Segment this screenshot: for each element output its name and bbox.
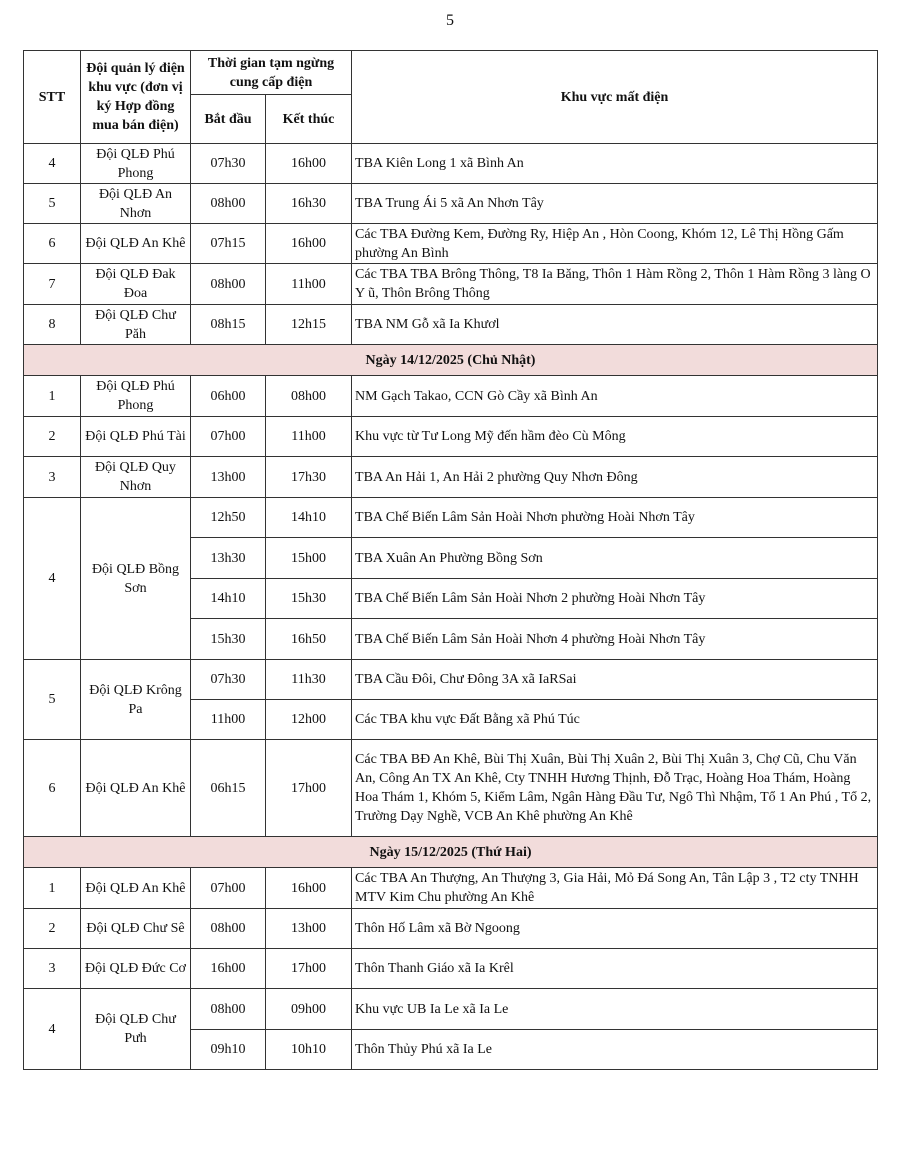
cell-area: Thôn Thanh Giáo xã Ia Krêl (352, 949, 878, 989)
cell-team: Đội QLĐ An Khê (81, 868, 191, 909)
cell-area: TBA Kiên Long 1 xã Bình An (352, 144, 878, 184)
cell-end: 16h00 (266, 224, 352, 264)
cell-stt: 6 (24, 224, 81, 264)
table-row (24, 868, 878, 909)
cell-team: Đội QLĐ An Khê (81, 224, 191, 264)
cell-area: Các TBA An Thượng, An Thượng 3, Gia Hải, Mỏ Đá Song An, Tân Lập 3 , T2 cty TNHH MTV Kim Chu phường An Khê (352, 868, 878, 909)
table-row (24, 498, 878, 538)
power-outage-schedule-table (23, 50, 878, 1070)
cell-start: 08h00 (191, 184, 266, 224)
cell-area: TBA NM Gỗ xã Ia Khươl (352, 305, 878, 345)
cell-area: Khu vực UB Ia Le xã Ia Le (352, 989, 878, 1030)
cell-end: 12h15 (266, 305, 352, 345)
table-row (24, 417, 878, 457)
cell-end: 11h30 (266, 660, 352, 700)
cell-end: 08h00 (266, 376, 352, 417)
table-row (24, 264, 878, 305)
cell-end: 16h00 (266, 144, 352, 184)
table-row (24, 660, 878, 700)
cell-team: Đội QLĐ Chư Păh (81, 305, 191, 345)
table-row (24, 305, 878, 345)
table-row (24, 457, 878, 498)
cell-team: Đội QLĐ Krông Pa (81, 660, 191, 740)
table-row (24, 909, 878, 949)
cell-start: 15h30 (191, 619, 266, 660)
cell-start: 14h10 (191, 579, 266, 619)
header-team: Đội quản lý điện khu vực (đơn vị ký Hợp đồng mua bán điện) (81, 51, 191, 144)
cell-end: 16h00 (266, 868, 352, 909)
cell-end: 17h00 (266, 949, 352, 989)
cell-end: 11h00 (266, 264, 352, 305)
cell-area: TBA Trung Ái 5 xã An Nhơn Tây (352, 184, 878, 224)
cell-start: 13h00 (191, 457, 266, 498)
cell-team: Đội QLĐ Chư Pưh (81, 989, 191, 1070)
cell-team: Đội QLĐ Đức Cơ (81, 949, 191, 989)
cell-area: TBA An Hải 1, An Hải 2 phường Quy Nhơn Đông (352, 457, 878, 498)
cell-team: Đội QLĐ Chư Sê (81, 909, 191, 949)
cell-team: Đội QLĐ Phú Tài (81, 417, 191, 457)
cell-stt: 4 (24, 144, 81, 184)
cell-start: 07h15 (191, 224, 266, 264)
cell-area: TBA Cầu Đôi, Chư Đông 3A xã IaRSai (352, 660, 878, 700)
cell-area: Các TBA BĐ An Khê, Bùi Thị Xuân, Bùi Thị Xuân 2, Bùi Thị Xuân 3, Chợ Cũ, Chu Văn An, Công An TX An Khê, Cty TNHH Hương Thịnh, Đỗ Trạc, Hoàng Hoa Thám, Hoàng Hoa Thám 1, Khóm 5, Kiểm Lâm, Ngân Hàng Đầu Tư, Ngô Thì Nhậm, Tổ 1 An Phú , Tổ 2, Trường Dạy Nghề, VCB An Khê phường An Khê (352, 740, 878, 837)
cell-area: TBA Chế Biến Lâm Sản Hoài Nhơn 4 phường Hoài Nhơn Tây (352, 619, 878, 660)
cell-start: 08h00 (191, 909, 266, 949)
cell-team: Đội QLĐ Bồng Sơn (81, 498, 191, 660)
cell-area: Thôn Thủy Phú xã Ia Le (352, 1030, 878, 1070)
header-end: Kết thúc (266, 95, 352, 144)
cell-end: 17h30 (266, 457, 352, 498)
header-time-group: Thời gian tạm ngừng cung cấp điện (191, 51, 352, 95)
cell-start: 07h30 (191, 144, 266, 184)
cell-team: Đội QLĐ Phú Phong (81, 144, 191, 184)
cell-stt: 4 (24, 498, 81, 660)
cell-team: Đội QLĐ Đak Đoa (81, 264, 191, 305)
header-start: Bắt đầu (191, 95, 266, 144)
date-label: Ngày 14/12/2025 (Chủ Nhật) (24, 345, 878, 376)
cell-area: Thôn Hố Lâm xã Bờ Ngoong (352, 909, 878, 949)
cell-end: 12h00 (266, 700, 352, 740)
cell-start: 07h30 (191, 660, 266, 700)
cell-end: 09h00 (266, 989, 352, 1030)
cell-start: 12h50 (191, 498, 266, 538)
cell-start: 07h00 (191, 417, 266, 457)
header-stt: STT (24, 51, 81, 144)
cell-area: TBA Chế Biến Lâm Sản Hoài Nhơn phường Hoài Nhơn Tây (352, 498, 878, 538)
date-section-row (24, 345, 878, 376)
cell-stt: 1 (24, 376, 81, 417)
cell-end: 13h00 (266, 909, 352, 949)
cell-start: 13h30 (191, 538, 266, 579)
cell-end: 11h00 (266, 417, 352, 457)
cell-stt: 5 (24, 660, 81, 740)
cell-stt: 7 (24, 264, 81, 305)
table-row (24, 376, 878, 417)
table-row (24, 989, 878, 1030)
cell-area: TBA Chế Biến Lâm Sản Hoài Nhơn 2 phường Hoài Nhơn Tây (352, 579, 878, 619)
cell-end: 10h10 (266, 1030, 352, 1070)
cell-area: Các TBA TBA Brông Thông, T8 Ia Băng, Thôn 1 Hàm Rồng 2, Thôn 1 Hàm Rồng 3 làng O Y ũ, Thôn Brông Thông (352, 264, 878, 305)
table-row (24, 224, 878, 264)
cell-team: Đội QLĐ An Nhơn (81, 184, 191, 224)
cell-end: 16h30 (266, 184, 352, 224)
date-label: Ngày 15/12/2025 (Thứ Hai) (24, 837, 878, 868)
cell-start: 07h00 (191, 868, 266, 909)
cell-end: 17h00 (266, 740, 352, 837)
table-row (24, 184, 878, 224)
cell-team: Đội QLĐ Phú Phong (81, 376, 191, 417)
cell-stt: 2 (24, 909, 81, 949)
cell-area: Khu vực từ Tư Long Mỹ đến hầm đèo Cù Mông (352, 417, 878, 457)
cell-stt: 4 (24, 989, 81, 1070)
cell-stt: 1 (24, 868, 81, 909)
cell-start: 06h15 (191, 740, 266, 837)
cell-start: 11h00 (191, 700, 266, 740)
table-row (24, 740, 878, 837)
cell-end: 16h50 (266, 619, 352, 660)
cell-stt: 6 (24, 740, 81, 837)
cell-start: 06h00 (191, 376, 266, 417)
cell-stt: 8 (24, 305, 81, 345)
cell-area: Các TBA khu vực Đất Bằng xã Phú Túc (352, 700, 878, 740)
cell-start: 16h00 (191, 949, 266, 989)
table-row (24, 949, 878, 989)
cell-team: Đội QLĐ Quy Nhơn (81, 457, 191, 498)
cell-stt: 3 (24, 949, 81, 989)
cell-stt: 5 (24, 184, 81, 224)
cell-team: Đội QLĐ An Khê (81, 740, 191, 837)
header-row (24, 51, 878, 95)
cell-area: NM Gạch Takao, CCN Gò Cầy xã Bình An (352, 376, 878, 417)
cell-end: 14h10 (266, 498, 352, 538)
table-row (24, 144, 878, 184)
cell-area: Các TBA Đường Kem, Đường Ry, Hiệp An , Hòn Coong, Khóm 12, Lê Thị Hồng Gấm phường An Bình (352, 224, 878, 264)
cell-stt: 2 (24, 417, 81, 457)
cell-stt: 3 (24, 457, 81, 498)
cell-start: 08h00 (191, 989, 266, 1030)
cell-end: 15h30 (266, 579, 352, 619)
cell-start: 08h15 (191, 305, 266, 345)
cell-end: 15h00 (266, 538, 352, 579)
cell-start: 08h00 (191, 264, 266, 305)
header-area: Khu vực mất điện (352, 51, 878, 144)
page-number: 5 (446, 12, 454, 29)
date-section-row (24, 837, 878, 868)
cell-start: 09h10 (191, 1030, 266, 1070)
cell-area: TBA Xuân An Phường Bồng Sơn (352, 538, 878, 579)
